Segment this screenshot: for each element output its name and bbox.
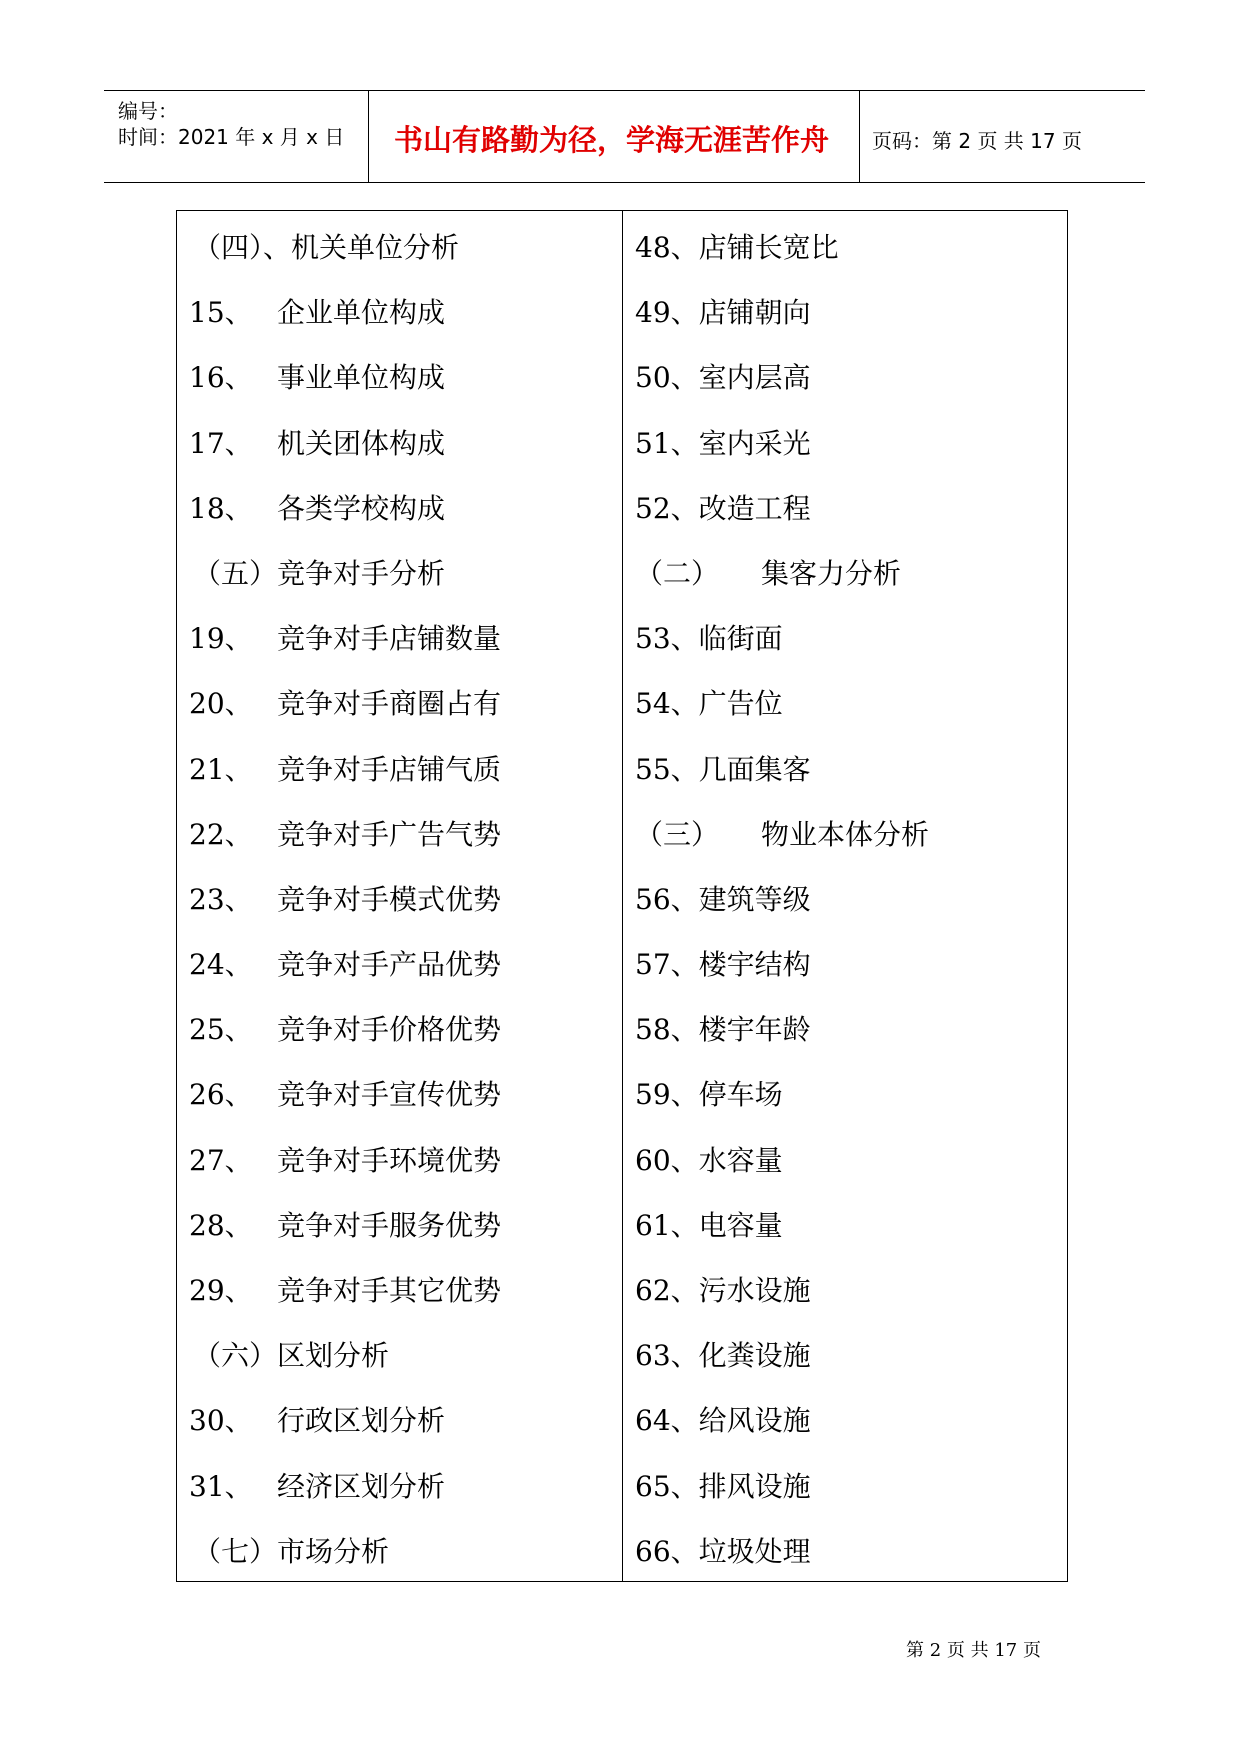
item-text: 竞争对手服务优势 bbox=[277, 1208, 502, 1242]
item-number: 29、 bbox=[189, 1274, 253, 1307]
list-item bbox=[635, 802, 1055, 867]
item-text: 竞争对手产品优势 bbox=[277, 948, 502, 982]
item-text: 60、水容量 bbox=[635, 1143, 783, 1177]
list-item bbox=[635, 541, 1055, 606]
item-text: 各类学校构成 bbox=[277, 491, 446, 525]
section-heading: （六）区划分析 bbox=[193, 1339, 390, 1373]
list-item bbox=[189, 932, 609, 997]
list-item bbox=[189, 345, 609, 410]
header-top-rule bbox=[104, 90, 1145, 91]
list-item bbox=[189, 1128, 609, 1193]
item-number: 16、 bbox=[189, 361, 253, 395]
item-number: 22、 bbox=[189, 817, 253, 851]
item-text: 53、临街面 bbox=[635, 622, 783, 656]
list-item bbox=[189, 1258, 609, 1323]
list-item bbox=[635, 606, 1055, 671]
item-text: 竞争对手模式优势 bbox=[277, 882, 502, 916]
item-text: 竞争对手商圈占有 bbox=[277, 687, 502, 721]
item-number: 21、 bbox=[189, 752, 253, 786]
item-text: 65、排风设施 bbox=[635, 1469, 811, 1503]
item-number: 20、 bbox=[189, 687, 253, 721]
list-item bbox=[635, 1258, 1055, 1323]
list-item bbox=[635, 1062, 1055, 1127]
list-item bbox=[189, 737, 609, 802]
list-item bbox=[189, 802, 609, 867]
list-item bbox=[189, 671, 609, 736]
item-text: 竞争对手店铺数量 bbox=[277, 622, 502, 656]
list-item bbox=[635, 671, 1055, 736]
list-item bbox=[635, 280, 1055, 345]
list-item bbox=[635, 1323, 1055, 1388]
item-text: 52、改造工程 bbox=[635, 491, 811, 525]
section-heading: （七）市场分析 bbox=[193, 1534, 390, 1568]
header-divider-right bbox=[859, 90, 860, 182]
item-text: 48、店铺长宽比 bbox=[635, 231, 839, 264]
item-text: 55、几面集客 bbox=[635, 752, 811, 786]
list-item bbox=[635, 1388, 1055, 1453]
item-number: 15、 bbox=[189, 296, 253, 330]
item-number: 19、 bbox=[189, 622, 253, 656]
list-item bbox=[635, 1519, 1055, 1584]
left-column bbox=[189, 215, 609, 1584]
item-number: 26、 bbox=[189, 1078, 253, 1112]
list-item bbox=[635, 1128, 1055, 1193]
item-text: 59、停车场 bbox=[635, 1078, 783, 1112]
item-text: 竞争对手环境优势 bbox=[277, 1143, 502, 1177]
item-number: 27、 bbox=[189, 1143, 253, 1177]
list-item bbox=[189, 997, 609, 1062]
list-item bbox=[189, 476, 609, 541]
item-text: 企业单位构成 bbox=[277, 296, 446, 330]
header-time-label: 时间：2021 年 x 月 x 日 bbox=[118, 125, 345, 149]
right-column bbox=[635, 215, 1055, 1584]
list-item bbox=[635, 1193, 1055, 1258]
footer-page-number: 第 2 页 共 17 页 bbox=[906, 1640, 1041, 1661]
header-bottom-rule bbox=[104, 182, 1145, 183]
item-text: 58、楼宇年龄 bbox=[635, 1013, 811, 1047]
section-number: （二） bbox=[635, 556, 720, 590]
list-item bbox=[189, 867, 609, 932]
item-text: 竞争对手其它优势 bbox=[277, 1274, 502, 1307]
list-item bbox=[635, 476, 1055, 541]
list-item bbox=[635, 215, 1055, 280]
item-number: 28、 bbox=[189, 1208, 253, 1242]
item-number: 30、 bbox=[189, 1404, 253, 1438]
list-item bbox=[635, 997, 1055, 1062]
item-text: 56、建筑等级 bbox=[635, 882, 811, 916]
list-item bbox=[635, 737, 1055, 802]
item-number: 23、 bbox=[189, 882, 253, 916]
item-text: 50、室内层高 bbox=[635, 361, 811, 395]
item-text: 61、电容量 bbox=[635, 1208, 783, 1242]
item-text: 机关团体构成 bbox=[277, 426, 446, 460]
header-divider-left bbox=[368, 90, 369, 182]
list-item bbox=[189, 1323, 609, 1388]
list-item bbox=[189, 411, 609, 476]
list-item bbox=[635, 345, 1055, 410]
list-item bbox=[189, 1388, 609, 1453]
item-text: 64、给风设施 bbox=[635, 1404, 811, 1438]
list-item bbox=[635, 867, 1055, 932]
list-item bbox=[189, 1193, 609, 1258]
item-text: 54、广告位 bbox=[635, 687, 783, 721]
list-item bbox=[635, 932, 1055, 997]
item-number: 25、 bbox=[189, 1013, 253, 1047]
column-divider bbox=[622, 211, 623, 1581]
item-text: 事业单位构成 bbox=[277, 361, 446, 395]
section-heading: （四）、机关单位分析 bbox=[193, 231, 460, 264]
item-text: 51、室内采光 bbox=[635, 426, 811, 460]
section-heading: （五）竞争对手分析 bbox=[193, 556, 446, 590]
item-number: 17、 bbox=[189, 426, 253, 460]
item-text: 57、楼宇结构 bbox=[635, 948, 811, 982]
section-number: （三） bbox=[635, 817, 720, 851]
item-text: 62、污水设施 bbox=[635, 1274, 811, 1307]
item-text: 竞争对手宣传优势 bbox=[277, 1078, 502, 1112]
item-text: 66、垃圾处理 bbox=[635, 1534, 811, 1568]
header-serial-label: 编号： bbox=[118, 99, 178, 123]
list-item bbox=[189, 1454, 609, 1519]
item-text: 行政区划分析 bbox=[277, 1404, 446, 1438]
item-text: 竞争对手店铺气质 bbox=[277, 752, 502, 786]
list-item bbox=[189, 1519, 609, 1584]
section-heading: 集客力分析 bbox=[761, 556, 902, 590]
item-number: 31、 bbox=[189, 1469, 253, 1503]
item-text: 经济区划分析 bbox=[277, 1469, 446, 1503]
list-item bbox=[189, 215, 609, 280]
list-item bbox=[189, 606, 609, 671]
header-page-label: 页码：第 2 页 共 17 页 bbox=[872, 129, 1082, 153]
item-number: 18、 bbox=[189, 491, 253, 525]
item-text: 竞争对手价格优势 bbox=[277, 1013, 502, 1047]
outline-table bbox=[176, 210, 1068, 1582]
list-item bbox=[635, 1454, 1055, 1519]
item-text: 竞争对手广告气势 bbox=[277, 817, 502, 851]
list-item bbox=[189, 1062, 609, 1127]
header-motto: 书山有路勤为径，学海无涯苦作舟 bbox=[394, 123, 830, 157]
item-number: 24、 bbox=[189, 948, 253, 982]
section-heading: 物业本体分析 bbox=[761, 817, 930, 851]
list-item bbox=[635, 411, 1055, 476]
list-item bbox=[189, 541, 609, 606]
list-item bbox=[189, 280, 609, 345]
item-text: 49、店铺朝向 bbox=[635, 296, 811, 330]
item-text: 63、化粪设施 bbox=[635, 1339, 811, 1373]
